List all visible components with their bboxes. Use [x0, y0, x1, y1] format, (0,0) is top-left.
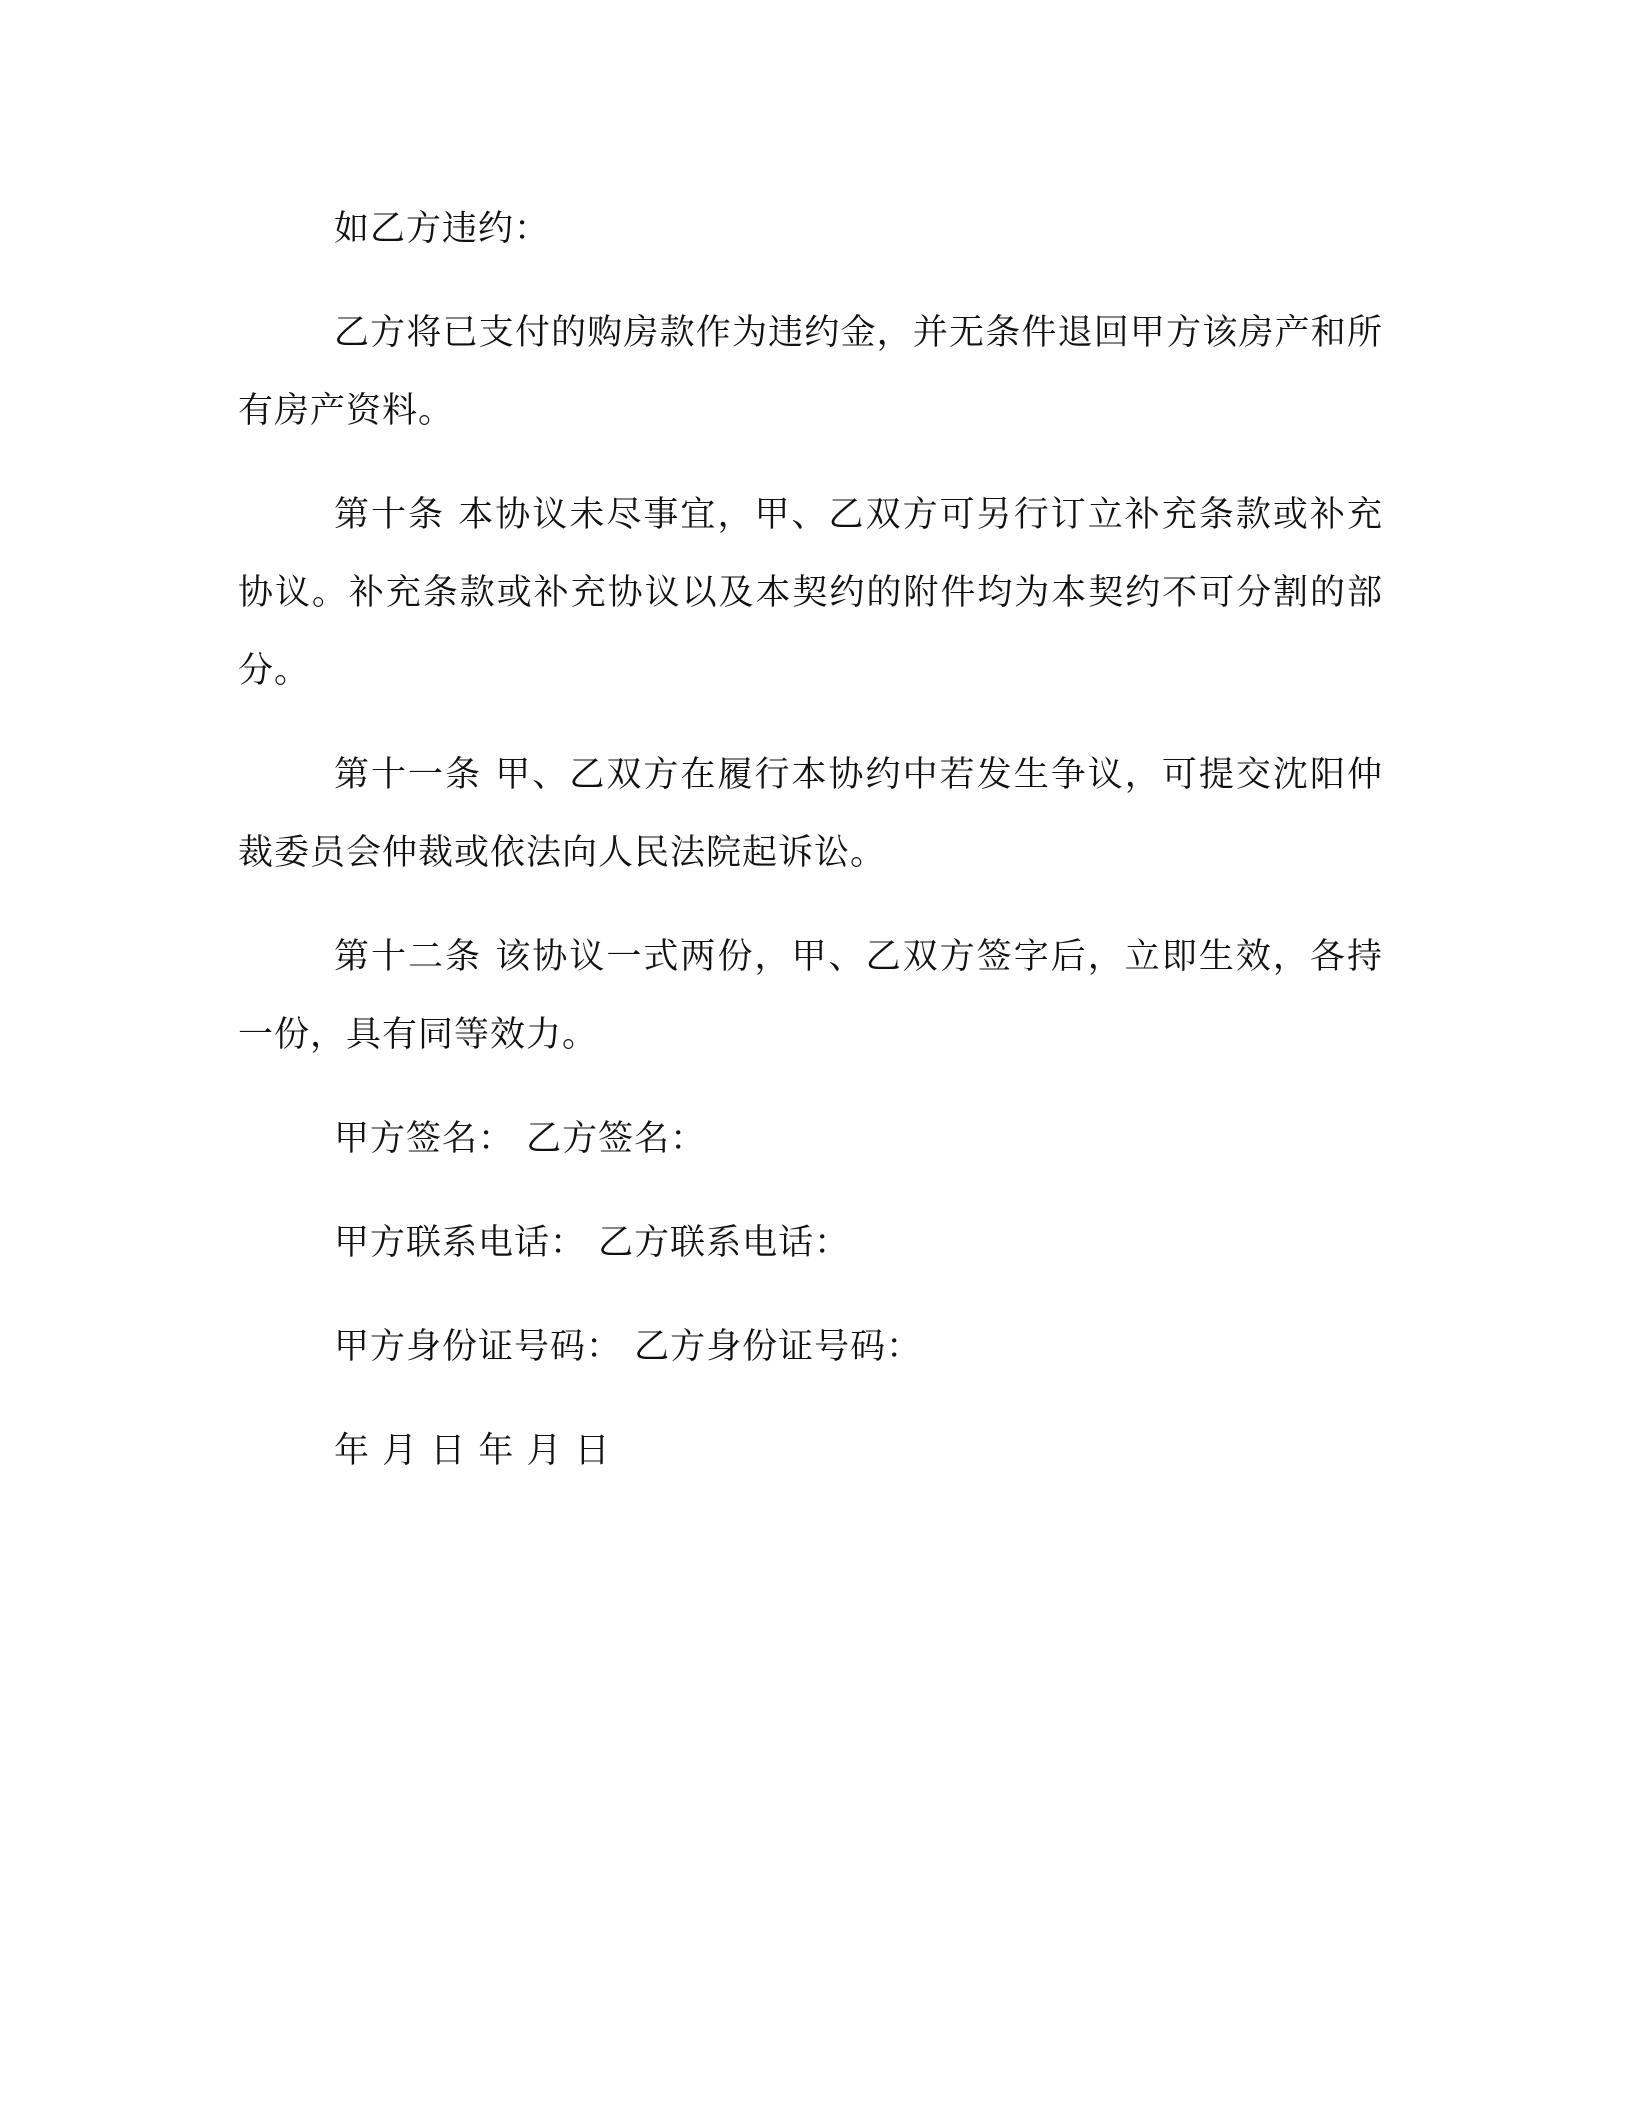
document-body [238, 190, 1383, 1516]
paragraph-breach-heading: 如乙方违约： [334, 209, 551, 249]
signature-line-names: 甲方签名： 乙方签名： [334, 1119, 707, 1159]
paragraph-article-12: 第十二条 该协议一式两份，甲、乙双方签字后，立即生效，各持一份，具有同等效力。 [238, 937, 1383, 1055]
paragraph-breach-terms: 乙方将已支付的购房款作为违约金，并无条件退回甲方该房产和所有房产资料。 [238, 313, 1383, 431]
paragraph-article-11: 第十一条 甲、乙双方在履行本协约中若发生争议，可提交沈阳仲裁委员会仲裁或依法向人民法院起诉讼。 [238, 755, 1383, 873]
paragraph-article-10: 第十条 本协议未尽事宜，甲、乙双方可另行订立补充条款或补充协议。补充条款或补充协议以及本契约的附件均为本契约不可分割的部分。 [238, 495, 1383, 691]
signature-line-dates: 年 月 日 年 月 日 [334, 1431, 611, 1471]
signature-line-id-numbers: 甲方身份证号码： 乙方身份证号码： [334, 1327, 923, 1367]
signature-line-phones: 甲方联系电话： 乙方联系电话： [334, 1223, 851, 1263]
